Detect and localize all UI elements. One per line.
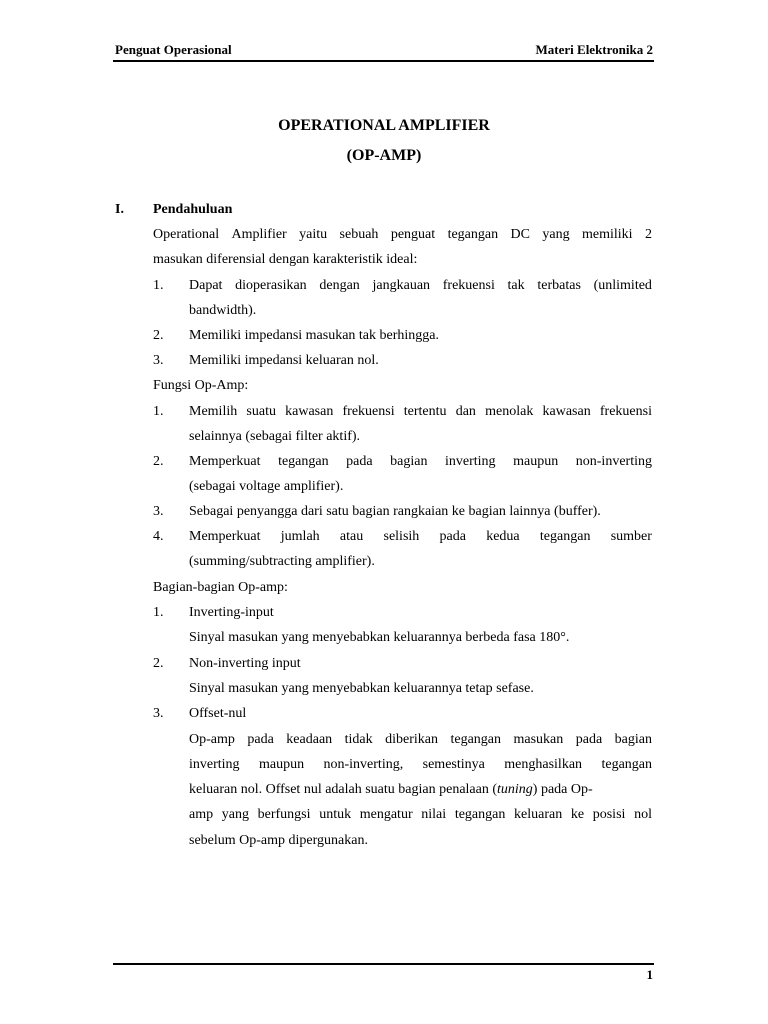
list-item-text: Memiliki impedansi keluaran nol. — [189, 353, 379, 368]
list-item-text: selainnya (sebagai filter aktif). — [189, 429, 361, 444]
word: menolak — [485, 404, 534, 419]
word: non-inverting — [575, 454, 652, 469]
word: tidak — [344, 732, 373, 747]
word: tegangan — [539, 529, 591, 544]
text-span: ) pada Op- — [532, 782, 593, 797]
list-number: 2. — [153, 656, 164, 671]
word: dioperasikan — [235, 278, 307, 293]
word: nol — [634, 807, 652, 822]
word: Amplifier — [231, 227, 287, 242]
word: atau — [339, 529, 364, 544]
list-item-title: Non-inverting input — [189, 656, 301, 671]
word: inverting — [189, 757, 240, 772]
list-item-text — [189, 806, 652, 824]
intro-line-1 — [153, 226, 652, 244]
footer-rule — [113, 963, 654, 965]
list-item-text — [189, 528, 652, 546]
list-number: 2. — [153, 328, 164, 343]
word: pada — [346, 454, 373, 469]
list-number: 1. — [153, 404, 164, 419]
section-number: I. — [115, 202, 124, 217]
header-right: Materi Elektronika 2 — [535, 42, 653, 57]
word: untuk — [319, 807, 352, 822]
word: frekuensi — [342, 404, 395, 419]
word: berfungsi — [257, 807, 311, 822]
title-line-1: OPERATIONAL AMPLIFIER — [278, 117, 490, 134]
list-item-text — [189, 403, 652, 421]
list-item-text: Sinyal masukan yang menyebabkan keluarannya tetap sefase. — [189, 681, 534, 696]
list-item-text — [189, 731, 652, 749]
word: bagian — [614, 732, 652, 747]
word: dengan — [319, 278, 360, 293]
word: bagian — [390, 454, 428, 469]
word: tegangan — [601, 757, 652, 772]
list-number: 2. — [153, 454, 164, 469]
list-number: 4. — [153, 529, 164, 544]
word: 2 — [644, 227, 652, 242]
word: jangkauan — [372, 278, 431, 293]
word: pada — [247, 732, 274, 747]
word: menghasilkan — [504, 757, 583, 772]
word: inverting — [445, 454, 496, 469]
list-number: 3. — [153, 504, 164, 519]
word: Memperkuat — [189, 454, 261, 469]
word: Op-amp — [189, 732, 235, 747]
word: ke — [570, 807, 585, 822]
word: masukan — [513, 732, 564, 747]
word: semestinya — [422, 757, 485, 772]
word: memiliki — [581, 227, 633, 242]
list-item-text: (summing/subtracting amplifier). — [189, 554, 375, 569]
word: frekuensi — [442, 278, 495, 293]
word: penguat — [390, 227, 436, 242]
list-item-title: Inverting-input — [189, 605, 274, 620]
word: DC — [510, 227, 530, 242]
word: kedua — [486, 529, 520, 544]
list-item-text — [189, 756, 652, 774]
list-item-text: Sebagai penyangga dari satu bagian rangkaian ke bagian lainnya (buffer). — [189, 504, 601, 519]
word: tertentu — [403, 404, 447, 419]
list-item-text — [189, 277, 652, 295]
word: tegangan — [450, 732, 502, 747]
word: amp — [189, 807, 214, 822]
word: kawasan — [285, 404, 334, 419]
word: posisi — [592, 807, 626, 822]
word: pada — [439, 529, 466, 544]
word: Memperkuat — [189, 529, 261, 544]
word: tak — [507, 278, 525, 293]
word: diberikan — [385, 732, 438, 747]
header-left: Penguat Operasional — [115, 42, 232, 57]
word: keadaan — [286, 732, 333, 747]
word: sebuah — [339, 227, 379, 242]
section-heading: Pendahuluan — [153, 202, 233, 217]
word: Dapat — [189, 278, 223, 293]
list-number: 1. — [153, 278, 164, 293]
list-item-text: Memiliki impedansi masukan tak berhingga. — [189, 328, 440, 343]
word: tegangan — [278, 454, 329, 469]
list-item-text: bandwidth). — [189, 303, 257, 318]
word: pada — [575, 732, 603, 747]
word: Operational — [153, 227, 220, 242]
word: mengatur — [359, 807, 413, 822]
word: kawasan — [542, 404, 591, 419]
word: nilai — [421, 807, 447, 822]
text-span: keluaran nol. Offset nul adalah suatu bagian penalaan ( — [189, 782, 498, 797]
title-line-2: (OP-AMP) — [346, 147, 422, 164]
list-number: 3. — [153, 706, 164, 721]
word: yaitu — [299, 227, 328, 242]
list-item-text — [189, 781, 652, 799]
header-rule — [113, 60, 654, 62]
word: selisih — [383, 529, 420, 544]
italic-term: tuning — [497, 782, 533, 797]
list-item-text — [189, 453, 652, 471]
word: non-inverting, — [323, 757, 404, 772]
bagian-heading: Bagian-bagian Op-amp: — [153, 580, 288, 595]
word: sumber — [610, 529, 652, 544]
word: suatu — [246, 404, 276, 419]
word: jumlah — [280, 529, 320, 544]
word: yang — [221, 807, 249, 822]
list-item-text: sebelum Op-amp dipergunakan. — [189, 833, 368, 848]
page-number: 1 — [646, 967, 653, 982]
word: maupun — [513, 454, 559, 469]
list-item-text: (sebagai voltage amplifier). — [189, 479, 344, 494]
word: tegangan — [454, 807, 506, 822]
word: terbatas — [537, 278, 581, 293]
word: maupun — [258, 757, 305, 772]
word: keluaran — [514, 807, 563, 822]
list-number: 3. — [153, 353, 164, 368]
list-item-text: Sinyal masukan yang menyebabkan keluarannya berbeda fasa 180°. — [189, 630, 570, 645]
word: Memilih — [189, 404, 238, 419]
list-item-title: Offset-nul — [189, 706, 247, 721]
word: frekuensi — [599, 404, 652, 419]
word: (unlimited — [593, 278, 652, 293]
list-number: 1. — [153, 605, 164, 620]
intro-line-2: masukan diferensial dengan karakteristik ideal: — [153, 252, 418, 267]
word: tegangan — [447, 227, 499, 242]
word: dan — [455, 404, 476, 419]
word: yang — [542, 227, 570, 242]
fungsi-heading: Fungsi Op-Amp: — [153, 378, 249, 393]
